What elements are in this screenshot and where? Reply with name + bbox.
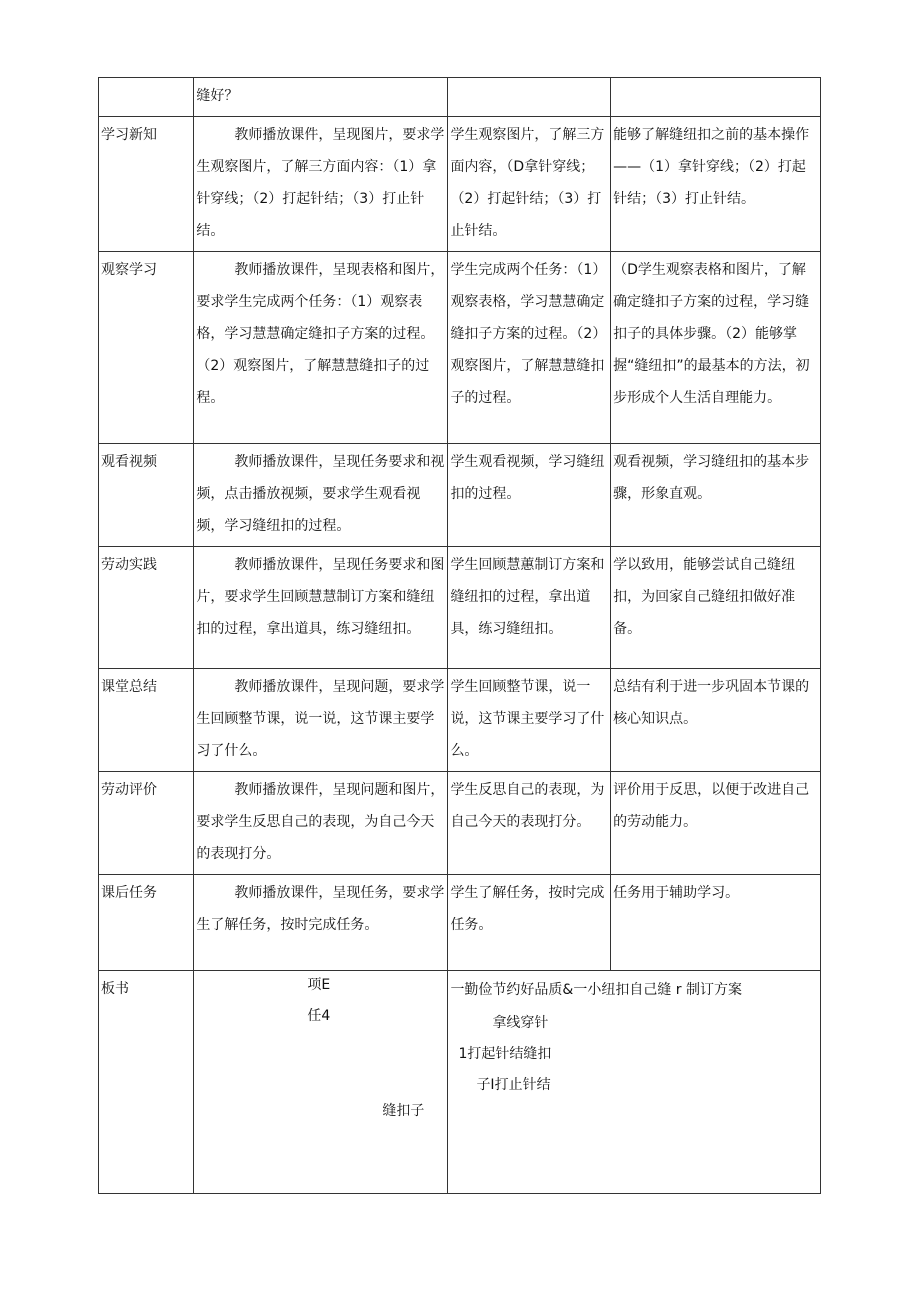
design-intent-cell: 学以致用，能够尝试自己缝纽扣，为回家自己缝纽扣做好准备。 bbox=[611, 547, 821, 669]
design-intent-cell: 评价用于反思，以便于改进自己的劳动能力。 bbox=[611, 772, 821, 875]
student-activity-cell: 学生观看视频，学习缝纽扣的过程。 bbox=[448, 444, 611, 547]
stage-label-cell: 劳动评价 bbox=[99, 772, 194, 875]
student-activity-cell: 学生反思自己的表现，为自己今天的表现打分。 bbox=[448, 772, 611, 875]
board-line-1: 一勤俭节约好品质&一小纽扣自己缝 r 制订方案 bbox=[450, 982, 743, 998]
table-row bbox=[99, 875, 821, 971]
student-activity-cell: 学生完成两个任务：（1）观察表格，学习慧慧确定缝扣子方案的过程。（2）观察图片，了解慧慧缝扣子的过程。 bbox=[448, 252, 611, 444]
stage-label-cell: 观察学习 bbox=[99, 252, 194, 444]
design-intent-cell: （D学生观察表格和图片，了解确定缝扣子方案的过程，学习缝扣子的具体步骤。（2）能够掌握“缝纽扣”的最基本的方法，初步形成个人生活自理能力。 bbox=[611, 252, 821, 444]
table-row bbox=[99, 547, 821, 669]
board-line-2: 拿线穿针 bbox=[492, 1015, 549, 1031]
student-activity-cell bbox=[448, 78, 611, 117]
stage-label-cell: 劳动实践 bbox=[99, 547, 194, 669]
student-activity-cell: 学生观察图片，了解三方面内容，（D拿针穿线；（2）打起针结；（3）打止针结。 bbox=[448, 117, 611, 252]
student-activity-cell: 学生回顾慧蕙制订方案和缝纽扣的过程，拿出道具，练习缝纽扣。 bbox=[448, 547, 611, 669]
stage-label-cell bbox=[99, 78, 194, 117]
lesson-plan-table bbox=[98, 77, 821, 1194]
teacher-activity-cell: 教师播放课件，呈现表格和图片，要求学生完成两个任务：（1）观察表格，学习慧慧确定缝扣子方案的过程。（2）观察图片，了解慧慧缝扣子的过程。 bbox=[194, 252, 448, 444]
table-row bbox=[99, 117, 821, 252]
stage-label-cell: 课堂总结 bbox=[99, 669, 194, 772]
table-row bbox=[99, 669, 821, 772]
board-row bbox=[99, 971, 821, 1194]
board-line-4: 子I打止针结 bbox=[476, 1077, 551, 1093]
teacher-activity-cell: 教师播放课件，呈现问题，要求学生回顾整节课，说一说，这节课主要学习了什么。 bbox=[194, 669, 448, 772]
design-intent-cell: 观看视频，学习缝纽扣的基本步骤，形象直观。 bbox=[611, 444, 821, 547]
teacher-activity-cell: 教师播放课件，呈现任务，要求学生了解任务，按时完成任务。 bbox=[194, 875, 448, 971]
stage-label-cell: 课后任务 bbox=[99, 875, 194, 971]
board-left-cell bbox=[194, 971, 448, 1194]
teacher-activity-cell: 教师播放课件，呈现任务要求和图片，要求学生回顾慧慧制订方案和缝纽扣的过程，拿出道具，练习缝纽扣。 bbox=[194, 547, 448, 669]
table-row bbox=[99, 252, 821, 444]
board-item-project: 项E bbox=[307, 977, 331, 993]
student-activity-cell: 学生回顾整节课，说一说，这节课主要学习了什么。 bbox=[448, 669, 611, 772]
teacher-activity-cell: 教师播放课件，呈现图片，要求学生观察图片，了解三方面内容：（1）拿针穿线；（2）打起针结；（3）打止针结。 bbox=[194, 117, 448, 252]
design-intent-cell: 能够了解缝纽扣之前的基本操作——（1）拿针穿线；（2）打起针结；（3）打止针结。 bbox=[611, 117, 821, 252]
table-row bbox=[99, 772, 821, 875]
stage-label-cell: 观看视频 bbox=[99, 444, 194, 547]
board-item-task: 任4 bbox=[307, 1008, 331, 1024]
board-label-cell: 板书 bbox=[99, 971, 194, 1194]
design-intent-cell bbox=[611, 78, 821, 117]
stage-label-cell: 学习新知 bbox=[99, 117, 194, 252]
table-row bbox=[99, 78, 821, 117]
student-activity-cell: 学生了解任务，按时完成任务。 bbox=[448, 875, 611, 971]
teacher-activity-cell: 教师播放课件，呈现任务要求和视频，点击播放视频，要求学生观看视频，学习缝纽扣的过程。 bbox=[194, 444, 448, 547]
table-row bbox=[99, 444, 821, 547]
board-right-cell bbox=[448, 971, 821, 1194]
design-intent-cell: 任务用于辅助学习。 bbox=[611, 875, 821, 971]
teacher-activity-cell: 缝好？ bbox=[194, 78, 448, 117]
board-item-topic: 缝扣子 bbox=[382, 1103, 425, 1119]
design-intent-cell: 总结有利于进一步巩固本节课的核心知识点。 bbox=[611, 669, 821, 772]
board-line-3: 1打起针结缝扣 bbox=[458, 1046, 552, 1062]
teacher-activity-cell: 教师播放课件，呈现问题和图片，要求学生反思自己的表现，为自己今天的表现打分。 bbox=[194, 772, 448, 875]
